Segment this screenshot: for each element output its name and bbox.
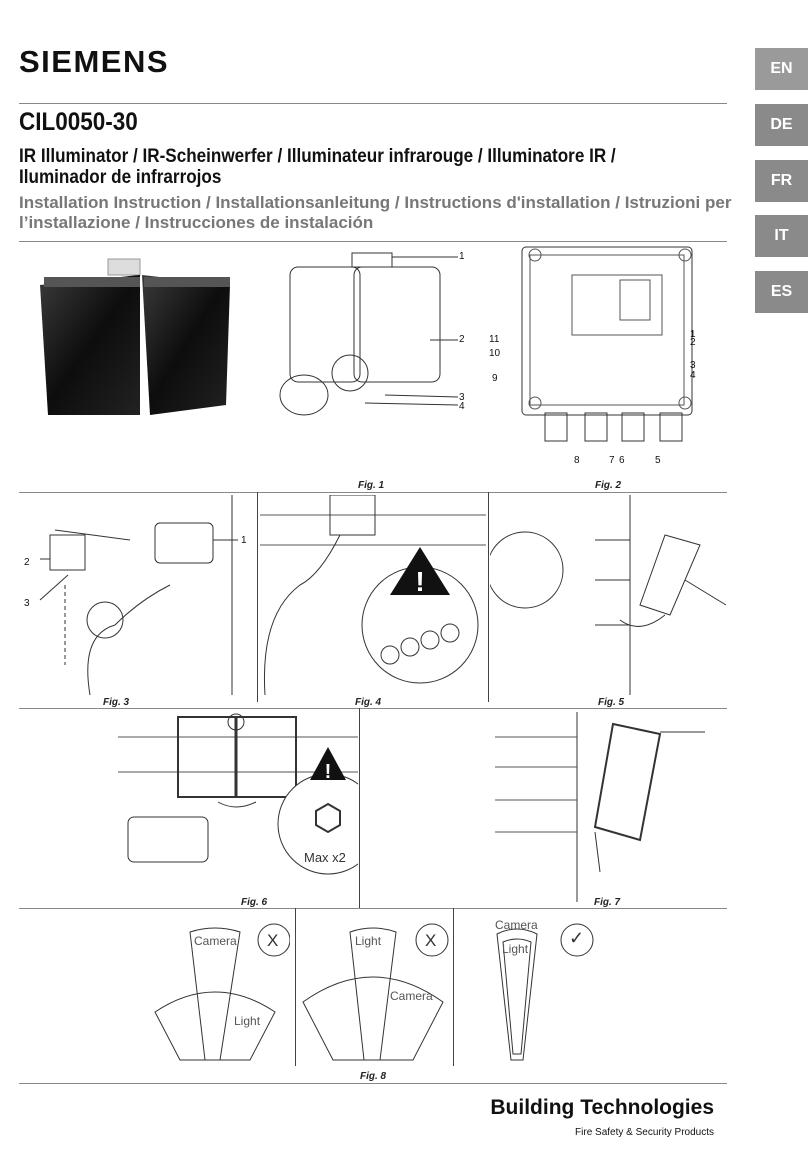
fig4-label: Fig. 4 <box>355 697 382 708</box>
row2-sep-1 <box>257 492 258 702</box>
row4-sep-1 <box>295 908 296 1066</box>
fig2-callout-6: 6 <box>619 455 625 466</box>
tab-fr[interactable]: FR <box>755 160 808 202</box>
fig8-panel3-check: ✓ <box>569 928 585 948</box>
fig1-callout-4: 4 <box>459 401 465 412</box>
row3-divider <box>19 908 727 909</box>
fig2-callout-11: 11 <box>489 334 500 345</box>
fig3-callout-2: 2 <box>24 557 30 568</box>
fig3-callout-3: 3 <box>24 598 30 609</box>
row3-sep-1 <box>359 708 360 908</box>
fig2-callout-8: 8 <box>574 455 580 466</box>
fig1-callout-2: 2 <box>459 334 465 345</box>
fig8-panel1-light: Light <box>234 1014 261 1028</box>
fig1-callout-3: 3 <box>459 392 465 403</box>
fig8-panel2-cross: X <box>425 931 437 950</box>
fig8-panel1-camera: Camera <box>194 934 237 948</box>
fig8-panel3-camera: Camera <box>495 918 538 932</box>
product-title: IR Illuminator / IR-Scheinwerfer / Illuminateur infrarouge / Illuminatore IR / Iluminador de infrarrojos <box>19 146 616 188</box>
fig7-label: Fig. 7 <box>594 897 621 908</box>
title-divider <box>19 241 727 242</box>
fig1-callout-1: 1 <box>459 251 465 262</box>
tab-it[interactable]: IT <box>755 215 808 257</box>
row2-divider <box>19 708 727 709</box>
fig7-drawing <box>495 712 727 902</box>
fig6-max-text: Max x2 <box>304 850 346 865</box>
fig5-label: Fig. 5 <box>598 697 625 708</box>
row4-sep-2 <box>453 908 454 1066</box>
fig1-label: Fig. 1 <box>358 480 385 491</box>
fig2-callout-4: 4 <box>690 370 696 381</box>
fig8-panel3-light: Light <box>502 942 529 956</box>
fig3-label: Fig. 3 <box>103 697 130 708</box>
svg-text:!: ! <box>324 761 332 783</box>
model-title: CIL0050-30 <box>19 108 138 136</box>
fig6-label: Fig. 6 <box>241 897 268 908</box>
fig2-callout-5: 5 <box>655 455 661 466</box>
siemens-logo: SIEMENS <box>19 44 170 79</box>
fig8-label: Fig. 8 <box>360 1071 387 1082</box>
fig3-drawing <box>20 495 255 695</box>
fig2-callout-10: 10 <box>489 348 501 359</box>
fig3-callout-1: 1 <box>241 535 247 546</box>
fig2-callout-1: 1 <box>690 329 696 340</box>
fig6-drawing <box>118 712 358 902</box>
tab-en[interactable]: EN <box>755 48 808 90</box>
product-photo <box>20 255 245 425</box>
fig8-panel2-camera: Camera <box>390 989 433 1003</box>
header-divider <box>19 103 727 104</box>
fig2-callout-7: 7 <box>609 455 615 466</box>
fig4-drawing <box>260 495 486 695</box>
footer-company: Building Technologies <box>490 1096 714 1119</box>
fig8-panel2-light: Light <box>355 934 382 948</box>
fig2-drawing <box>500 245 700 465</box>
fig2-callout-2: 2 <box>690 337 696 348</box>
tab-de[interactable]: DE <box>755 104 808 146</box>
footer-division: Fire Safety & Security Products <box>575 1127 714 1138</box>
row4-divider <box>19 1083 727 1084</box>
fig2-callout-3: 3 <box>690 360 696 371</box>
row1-divider <box>19 492 727 493</box>
row2-sep-2 <box>488 492 489 702</box>
install-title: Installation Instruction / Installationsanleitung / Instructions d'installation / Istruzioni per l’installazione / Instrucciones de instalación <box>19 193 732 232</box>
fig8-panel3-drawing <box>475 912 615 1064</box>
fig2-callout-9: 9 <box>492 373 498 384</box>
fig5-drawing <box>490 495 728 695</box>
fig1-drawing <box>270 245 480 430</box>
fig2-label: Fig. 2 <box>595 480 622 491</box>
tab-es[interactable]: ES <box>755 271 808 313</box>
fig8-panel1-cross: X <box>267 931 279 950</box>
svg-text:!: ! <box>415 566 425 597</box>
